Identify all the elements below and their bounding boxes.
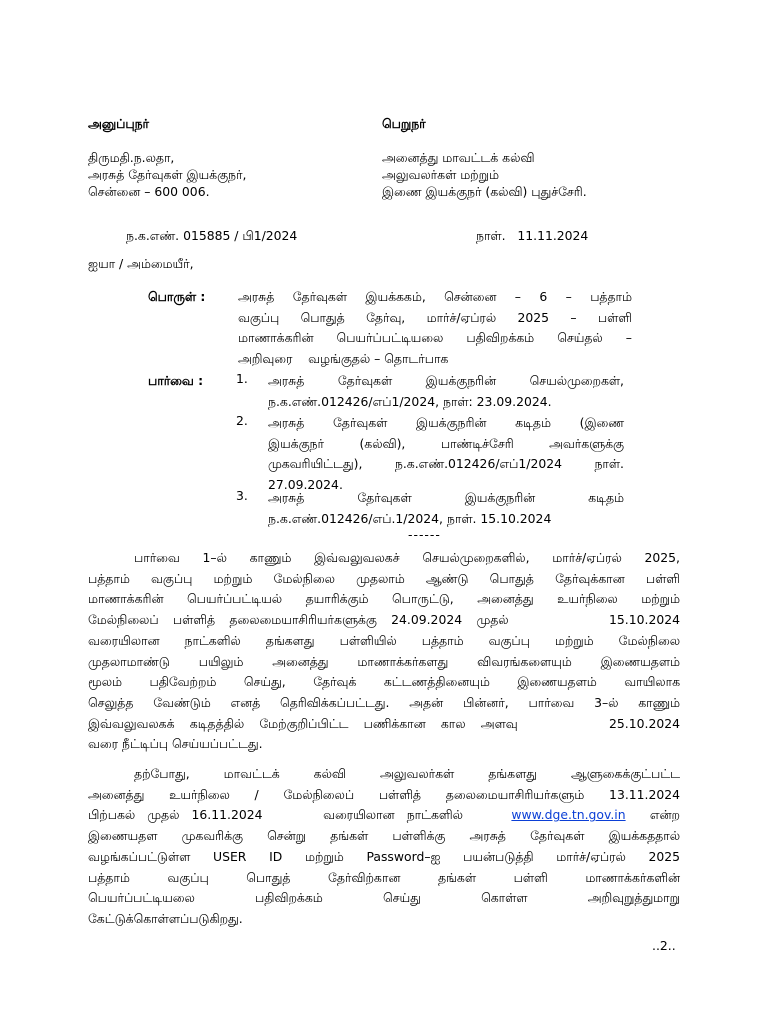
paragraph-line: முதலாமாண்டு பயிலும் அனைத்து மாணாக்கர்களது விவரங்களையும் இணையதளம்	[88, 653, 680, 669]
sender-line: அரசுத் தேர்வுகள் இயக்குநர்,	[88, 167, 247, 182]
reference-text	[268, 413, 624, 496]
paragraph-line: வரையிலான நாட்களில் தங்களது பள்ளியில் பத்தாம் வகுப்பு மற்றும் மேல்நிலை	[88, 632, 680, 648]
recipient-address	[382, 149, 587, 200]
reference-line: ந.க.எண்.012426/எப்.1/2024, நாள். 15.10.2024	[268, 510, 552, 526]
subject-line: அரசுத் தேர்வுகள் இயக்ககம், சென்னை – 6 – பத்தாம்	[238, 289, 632, 304]
sender-heading: அனுப்புநர்	[88, 116, 150, 131]
paragraph-line: மூலம் பதிவேற்றம் செய்து, தேர்வுக் கட்டணத்தினையும் இணையதளம் வாயிலாக	[88, 674, 680, 690]
separator: ------	[408, 527, 441, 542]
page-continuation-marker: ..2..	[652, 938, 676, 953]
letter-date: நாள். 11.11.2024	[476, 228, 589, 243]
website-link[interactable]: www.dge.tn.gov.in	[511, 807, 626, 823]
recipient-heading: பெறுநர்	[382, 116, 426, 131]
paragraph-line: இணையதள முகவரிக்கு சென்று தங்கள் பள்ளிக்கு அரசுத் தேர்வுகள் இயக்கததால்	[88, 828, 680, 844]
paragraph-line: பத்தாம் வகுப்பு மற்றும் மேல்நிலை முதலாம் ஆண்டு பொதுத் தேர்வுக்கான பள்ளி	[88, 570, 680, 586]
reference-number: ந.க.எண். 015885 / பி1/2024	[126, 228, 298, 243]
reference-line: இயக்குநர் (கல்வி), பாண்டிச்சேரி அவர்களுக்கு	[268, 435, 624, 451]
reference-line: 27.09.2024.	[268, 477, 343, 493]
body-paragraph-2	[88, 764, 680, 930]
recipient-line: அலுவலர்கள் மற்றும்	[382, 167, 499, 182]
body-paragraph-1	[88, 548, 680, 755]
paragraph-line: பத்தாம் வகுப்பு பொதுத் தேர்விற்கான தங்கள் பள்ளி மாணாக்கர்களின்	[88, 869, 680, 885]
reference-line: முகவரியிட்டது), ந.க.எண்.012426/எப்1/2024 நாள்.	[268, 456, 624, 472]
subject-text	[238, 287, 632, 369]
reference-text	[268, 371, 624, 412]
paragraph-line-with-link	[88, 805, 680, 826]
paragraph-line: வரை நீட்டிப்பு செய்யப்பட்டது.	[88, 736, 263, 752]
paragraph-line: தற்போது, மாவட்டக் கல்வி அலுவலர்கள் தங்களது ஆளுகைக்குட்பட்ட	[134, 766, 680, 781]
reference-line: அரசுத் தேர்வுகள் இயக்குநரின் கடிதம்	[268, 490, 624, 505]
sender-line: திருமதி.ந.லதா,	[88, 150, 175, 165]
salutation: ஐயா / அம்மையீர்,	[88, 256, 194, 271]
paragraph-line: பெயர்ப்பட்டியலை பதிவிறக்கம் செய்து கொள்ள அறிவுறுத்துமாறு	[88, 890, 680, 906]
recipient-line: அனைத்து மாவட்டக் கல்வி	[382, 150, 535, 165]
paragraph-line: மேல்நிலைப் பள்ளித் தலைமையாசிரியர்களுக்கு 24.09.2024 முதல் 15.10.2024	[88, 612, 680, 628]
reference-number-label: 1.	[236, 371, 248, 386]
paragraph-line: செலுத்த வேண்டும் எனத் தெரிவிக்கப்பட்டது. அதன் பின்னர், பார்வை 3–ல் காணும்	[88, 694, 680, 710]
recipient-line: இணை இயக்குநர் (கல்வி) புதுச்சேரி.	[382, 184, 587, 199]
subject-line: அறிவுரை வழங்குதல் – தொடர்பாக	[238, 350, 449, 366]
paragraph-line: அனைத்து உயர்நிலை / மேல்நிலைப் பள்ளித் தலைமையாசிரியர்களும் 13.11.2024	[88, 786, 680, 802]
reference-line: அரசுத் தேர்வுகள் இயக்குநரின் செயல்முறைகள்,	[268, 373, 624, 388]
reference-number-label: 3.	[236, 488, 248, 503]
reference-line: அரசுத் தேர்வுகள் இயக்குநரின் கடிதம் (இணை	[268, 415, 624, 430]
sender-address	[88, 149, 246, 200]
paragraph-line: பார்வை 1–ல் காணும் இவ்வலுவலகச் செயல்முறைகளில், மார்ச்/ஏப்ரல் 2025,	[134, 550, 680, 565]
paragraph-line: மாணாக்கரின் பெயர்ப்பட்டியல் தயாரிக்கும் பொருட்டு, அனைத்து உயர்நிலை மற்றும்	[88, 591, 680, 607]
reference-line: ந.க.எண்.012426/எப்1/2024, நாள்: 23.09.2024.	[268, 393, 552, 409]
reference-number-label: 2.	[236, 413, 248, 428]
reference-text	[268, 488, 624, 529]
paragraph-text: என்ற	[649, 807, 680, 823]
sender-line: சென்னை – 600 006.	[88, 184, 210, 199]
paragraph-line: வழங்கப்பட்டுள்ள USER ID மற்றும் Password–ஐ பயன்படுத்தி மார்ச்/ஏப்ரல் 2025	[88, 848, 680, 864]
paragraph-text: பிற்பகல் முதல் 16.11.2024 வரையிலான நாட்களில்	[88, 807, 463, 823]
paragraph-line: இவ்வலுவலகக் கடிதத்தில் மேற்குறிப்பிட்ட பணிக்கான கால அளவு 25.10.2024	[88, 715, 680, 731]
paragraph-line: கேட்டுக்கொள்ளப்படுகிறது.	[88, 910, 243, 926]
subject-label: பொருள் :	[148, 289, 206, 304]
references-label: பார்வை :	[148, 373, 204, 388]
subject-line: வகுப்பு பொதுத் தேர்வு, மார்ச்/ஏப்ரல் 2025 – பள்ளி	[238, 309, 632, 325]
subject-line: மாணாக்கரின் பெயர்ப்பட்டியலை பதிவிறக்கம் செய்தல் –	[238, 330, 632, 345]
